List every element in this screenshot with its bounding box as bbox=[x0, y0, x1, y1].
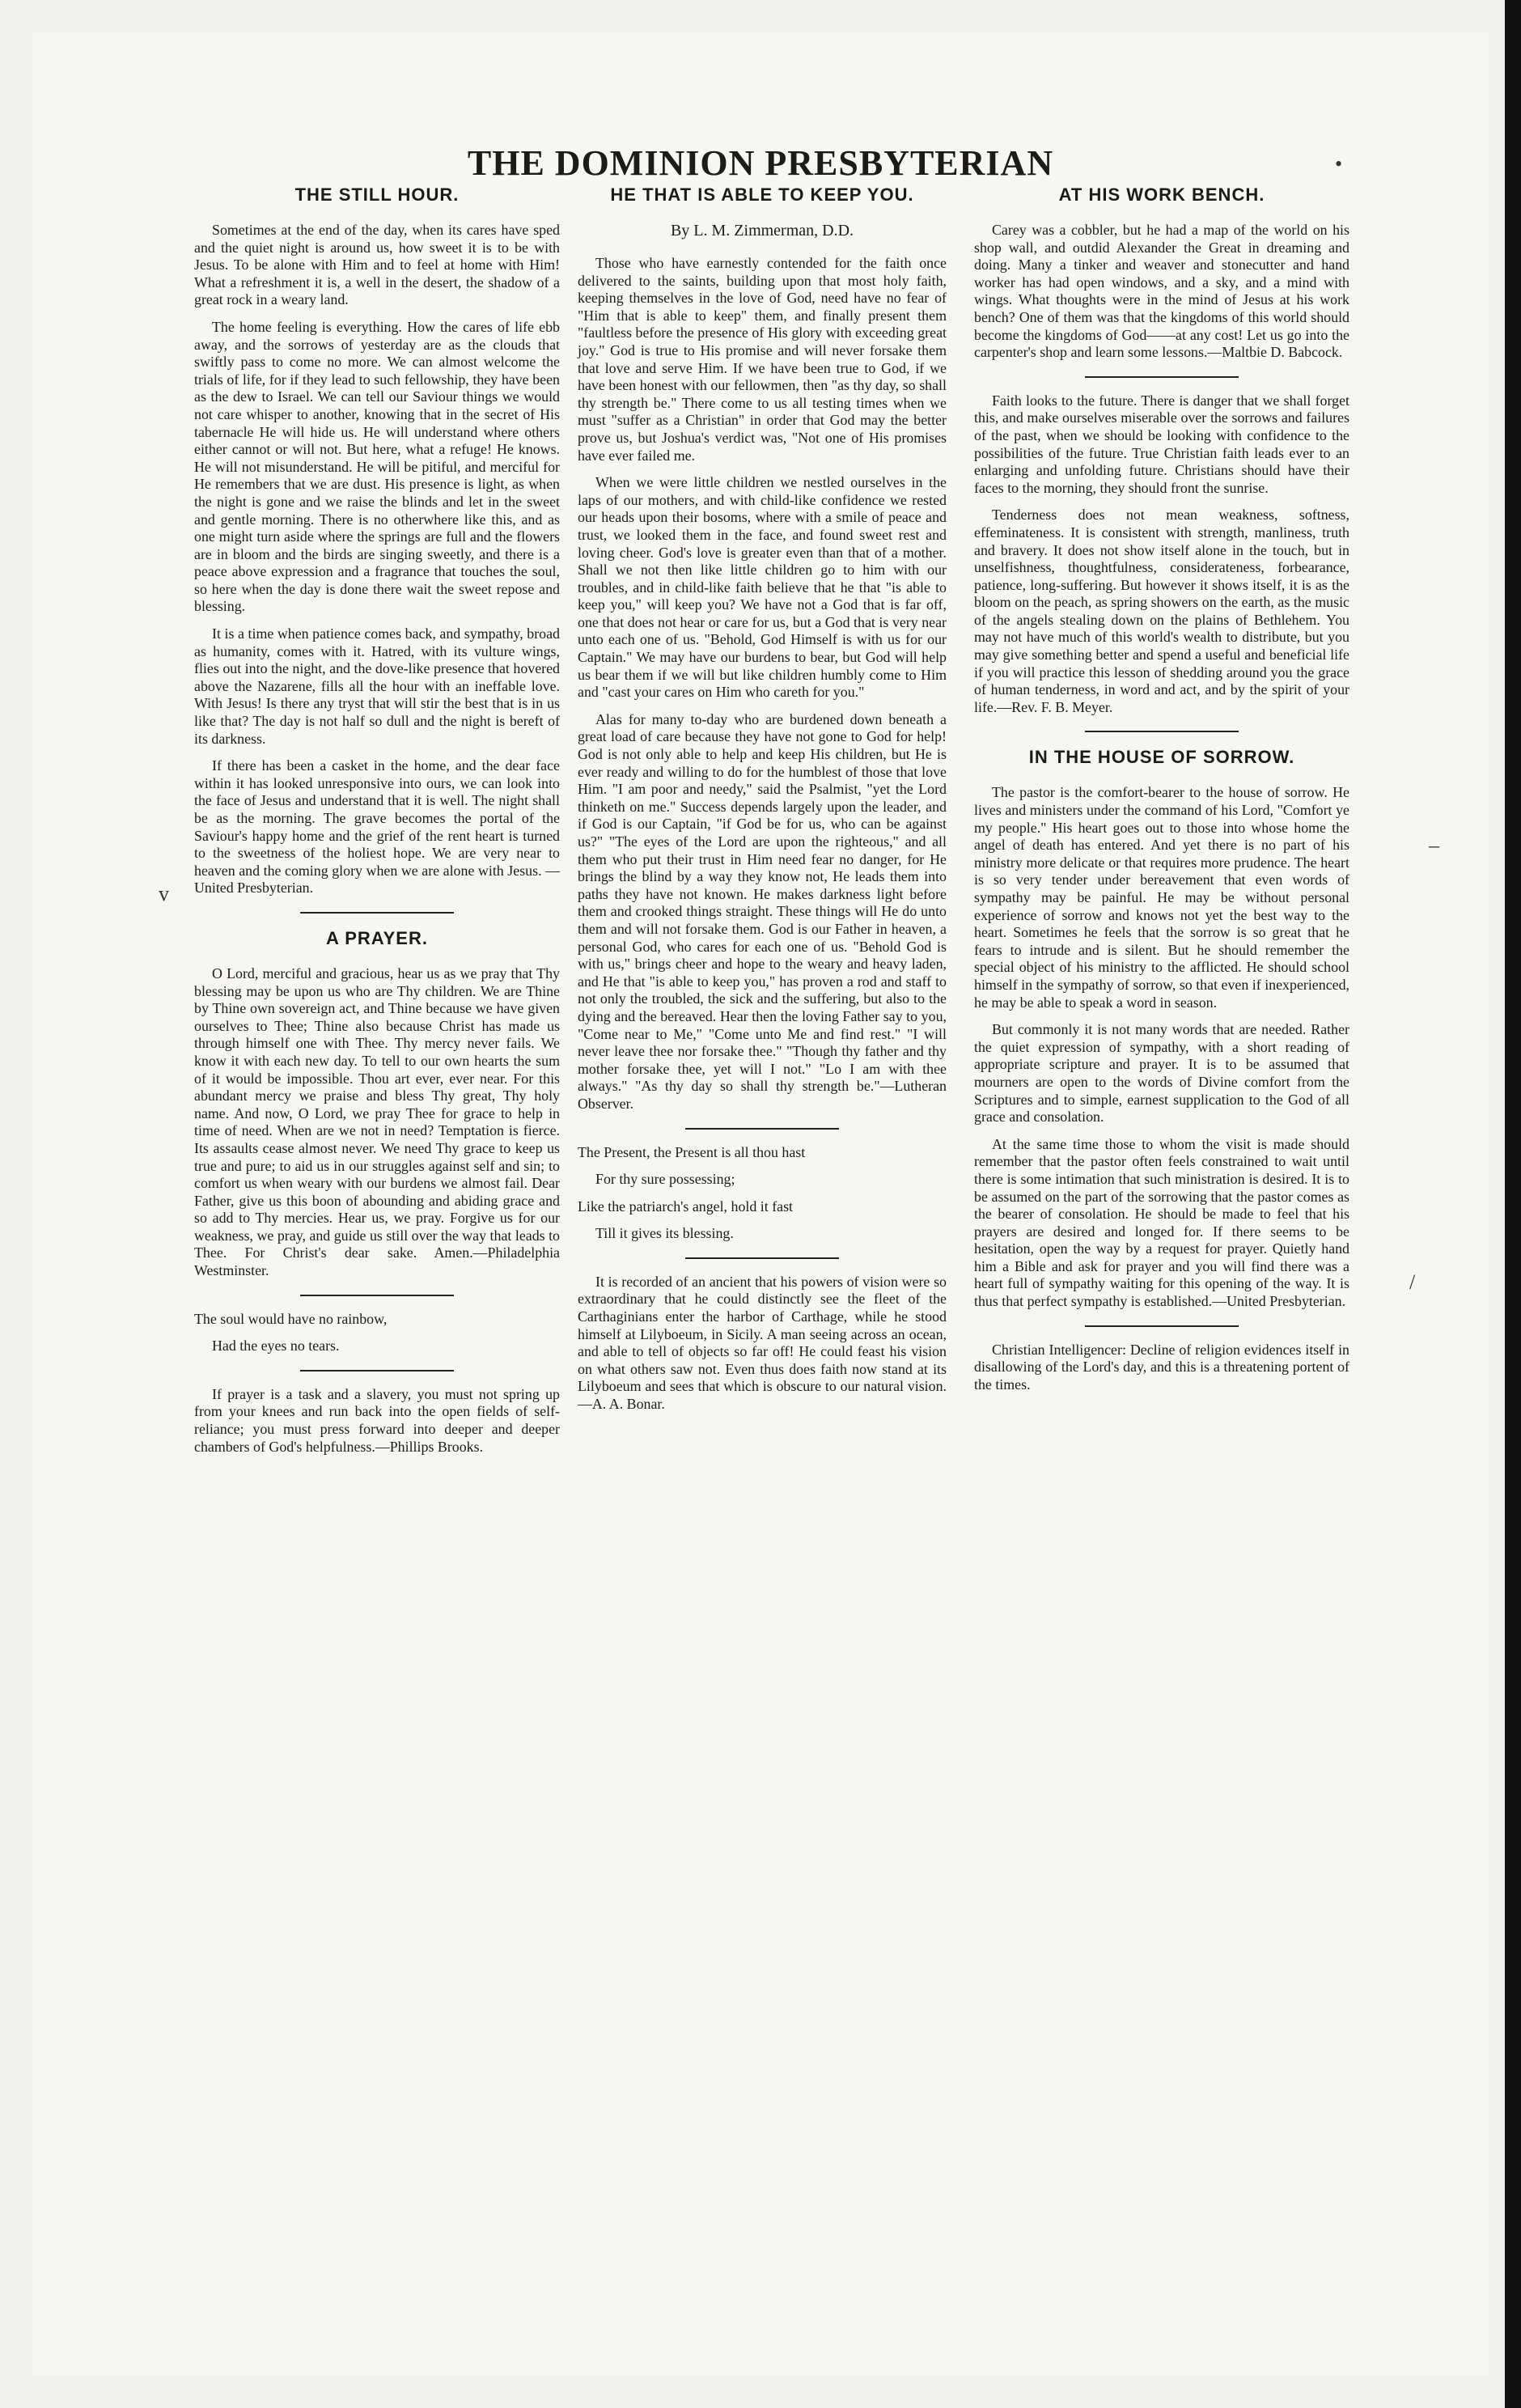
prayer-paragraph: O Lord, merciful and gracious, hear us as we pray that Thy blessing may be upon us who are Thy children. We are Thine by Thine own sovereign act, and Thine because we have given ourselves to Thee; Thine also because Christ has made us through himself one with Thee. Thy mercy never fails. We know it with each new day. To tell to our own hearts the sum of it would be impossible. Thou art ever, ever near. For this abundant mercy we praise and bless Thy great, Thy holy name. And now, O Lord, we pray Thee for grace to help in time of need. When are we not in need? Temptation is fierce. Its assaults cease almost never. We need Thy grace to keep us true and pure; to aid us in our struggles against self and sin; to comfort us when weary with our burdens we almost fail. Dear Father, give us this boon of abounding and abiding grace and so add to Thy mercies. Hear us, we pray. Forgive us for our weakness, we pray, and guide us still over the way that leads to Thee. For Christ's dear sake. Amen.—Philadelphia Westminster. bbox=[194, 964, 560, 1279]
still-hour-title: THE STILL HOUR. bbox=[294, 184, 460, 205]
brooks-quote: If prayer is a task and a slavery, you must not spring up from your knees and run back into the open fields of self-reliance; you must press forward into deeper and deeper chambers of God's helpfulness.—Phillips Brooks. bbox=[194, 1385, 560, 1455]
still-hour-paragraph: The home feeling is everything. How the cares of life ebb away, and the sorrows of yesterday are as the clouds that swiftly pass to come no more. We can almost welcome the trials of life, for if they lead to such fellowship, they have been as the dew to Israel. We can tell our Saviour things we would not care whisper to another, knowing that in the secret of His tabernacle He will hide us. He will understand where others either cannot or will not. But here, what a refuge! He knows. He will not misunderstand. He will be pitiful, and merciful for He remembers that we are dust. His presence is light, as when the night is gone and we raise the blinds and let in the sweet and gentle morning. There is no otherwhere like this, and as one might turn aside where the springs are full and the flowers are in bloom and the birds are singing sweetly, and there is a peace above expression and a fragrance that touches the soul, so here when the day is done there wait the sweet repose and blessing. bbox=[194, 318, 560, 615]
able-title: HE THAT IS ABLE TO KEEP YOU. bbox=[610, 184, 914, 205]
scan-speck: • bbox=[1335, 152, 1343, 176]
column-right bbox=[974, 184, 1349, 1403]
scan-speck: – bbox=[1429, 833, 1439, 857]
verse-line: Like the patriarch's angel, hold it fast bbox=[578, 1198, 794, 1215]
faith-paragraph: Faith looks to the future. There is danger that we shall forget this, and make ourselves miserable over the sorrows and failures of the past, when we should be looking with confidence to the possibilities of the future. True Christian faith leads ever to an enlarging and unfolding future. Christians should have their faces to the morning, they should front the sunrise. bbox=[974, 392, 1349, 496]
scan-edge bbox=[1505, 0, 1521, 2408]
divider bbox=[1085, 731, 1239, 732]
divider bbox=[300, 1370, 454, 1371]
able-paragraph: Alas for many to-day who are burdened down beneath a great load of care because they have not gone to God for help! God is not only able to help and keep His children, but He is ever ready and willing to do for the humblest of those that love Him. "I am poor and needy," said the Psalmist, "yet the Lord thinketh on me." Success depends largely upon the leader, and if God is our Captain, "if God be for us, who can be against us?" "The eyes of the Lord are upon the righteous," and all them who put their trust in Him need fear no danger, for He brings the blind by a way they know not, He leads them into paths they have not known. He makes darkness light before them and crooked things straight. These things will He do unto them and will not forsake them. God is our Father in heaven, a personal God, who cares for each one of us. "Behold God is with us," brings cheer and hope to the weary and heavy laden, and He that "is able to keep you," has proven a rod and staff to not only the troubled, the sick and the suffering, but also to the dying and the bereaved. Hear then the loving Father say to you, "Come near to Me," "Come unto Me and find rest." "I will never leave thee nor forsake thee." "Though thy father and thy mother forsake thee, yet will I not." "Lo I am with thee always." "As thy day so shall thy strength be."—Lutheran Observer. bbox=[578, 710, 947, 1112]
scan-speck: / bbox=[1409, 1270, 1416, 1294]
column-left bbox=[194, 184, 560, 1465]
divider bbox=[1085, 1325, 1239, 1327]
sorrow-paragraph: But commonly it is not many words that are needed. Rather the quiet expression of sympathy, with a short reading of appropriate scripture and prayer. It is to be assumed that mourners are open to the words of Divine comfort from the Scriptures and to simple, earnest supplication to the God of all grace and consolation. bbox=[974, 1021, 1349, 1126]
divider bbox=[300, 1295, 454, 1296]
bench-title: AT HIS WORK BENCH. bbox=[1058, 184, 1265, 205]
still-hour-paragraph: If there has been a casket in the home, and the dear face within it has looked unresponsive into ours, we can look into the face of Jesus and understand that it is well. The night shall be as the morning. The grave becomes the portal of the Saviour's happy home and the grief of the rent heart is turned to the sweetness of the holiest hope. We are very near to heaven and the coming glory when we are alone with Jesus. —United Presbyterian. bbox=[194, 757, 560, 897]
verse-line: For thy sure possessing; bbox=[595, 1171, 735, 1188]
divider bbox=[1085, 376, 1239, 378]
able-byline: By L. M. Zimmerman, D.D. bbox=[670, 222, 854, 240]
prayer-title: A PRAYER. bbox=[326, 927, 428, 948]
divider bbox=[685, 1257, 839, 1259]
rainbow-verse bbox=[194, 1311, 560, 1355]
still-hour-paragraph: It is a time when patience comes back, and sympathy, broad as humanity, comes with it. Hatred, with its vulture wings, flies out into the night, and the dove-like presence that hovered above the Nazarene, fills all the hour with an ineffable love. With Jesus! Is there any tryst that will stir the best that is in us like that? The day is not half so dull and the night is bereft of its darkness. bbox=[194, 625, 560, 747]
scan-speck: v bbox=[159, 882, 169, 905]
still-hour-paragraph: Sometimes at the end of the day, when its cares have sped and the quiet night is around us, how sweet it is to be with Jesus. To be alone with Him and to feel at home with Him! What a refreshment it is, a well in the desert, the shadow of a great rock in a weary land. bbox=[194, 222, 560, 308]
column-middle bbox=[578, 184, 947, 1423]
sorrow-paragraph: The pastor is the comfort-bearer to the house of sorrow. He lives and ministers under the command of his Lord, "Comfort ye my people." His heart goes out to those into whose home the angel of death has entered. And yet there is no part of his ministry more delicate or that requires more prudence. The heart is so very tender under bereavement that even words of sympathy may be painful. He may be without personal experience of sorrow and knows not yet the best way to the heart. Sometimes he feels that the sorrow is so great that he fears to intrude and is silent. But he should remember the special object of his ministry to the afflicted. He should school himself in the sympathy of sorrow, so that even if inexperienced, he may be able to speak a word in season. bbox=[974, 784, 1349, 1011]
faith-paragraph: Tenderness does not mean weakness, softness, effeminateness. It is consistent with strength, manliness, truth and bravery. It does not show itself alone in the touch, but in unselfishness, thoughtfulness, considerateness, forbearance, patience, long-suffering. But however it shows itself, it is as the bloom on the peach, as spring showers on the earth, as the music of the angels stealing down on the plains of Bethlehem. You may not have much of this world's wealth to distribute, but you may give something better and spend a useful and beneficial life if you will practice this lesson of shedding around you the grace of human tenderness, in word and act, and by the spirit of your life.—Rev. F. B. Meyer. bbox=[974, 507, 1349, 715]
divider bbox=[685, 1128, 839, 1130]
sorrow-paragraph: At the same time those to whom the visit is made should remember that the pastor often feels constrained to wait until there is some intimation that such ministration is desired. It is to be assumed on the part of the sorrowing that the pastor comes as the bearer of consolation. He should be made to feel that his prayers are desired and longed for. If there seems to be hesitation, open the way by a request for prayer. Quietly hand him a Bible and ask for prayer and you will find there was a heart full of sympathy waiting for this opening of the way. It is thus that perfect sympathy is established.—United Presbyterian. bbox=[974, 1135, 1349, 1310]
masthead: THE DOMINION PRESBYTERIAN bbox=[467, 143, 1054, 183]
sorrow-title: IN THE HOUSE OF SORROW. bbox=[1028, 747, 1295, 768]
intelligencer-quote: Christian Intelligencer: Decline of religion evidences itself in disallowing of the Lord's day, and this is a threatening portent of the times. bbox=[974, 1341, 1349, 1393]
verse-line: The soul would have no rainbow, bbox=[194, 1310, 388, 1327]
bench-paragraph: Carey was a cobbler, but he had a map of the world on his shop wall, and outdid Alexander the Great in dreaming and doing. Many a tinker and weaver and stonecutter and hand worker has had open windows, and a sky, and a mind with wings. What thoughts were in the mind of Jesus at his work bench? One of them was that the kingdoms of this world should become the kingdoms of God——at any cost! Let us go into the carpenter's shop and learn some lessons.—Maltbie D. Babcock. bbox=[974, 222, 1349, 361]
present-verse bbox=[578, 1144, 947, 1243]
verse-line: The Present, the Present is all thou hast bbox=[578, 1143, 806, 1160]
able-paragraph: When we were little children we nestled ourselves in the laps of our mothers, and with child-like confidence we rested our heads upon their bosoms, where with a smile of peace and trust, we looked them in the face, and found sweet rest and loving cheer. God's love is greater even than that of a mother. Shall we not then like little children go to him with our troubles, and in child-like faith believe that he that "is able to keep you," will keep you? We have not a God that is far off, one that does not hear or care for us, but a God that is very near unto each one of us. "Behold, God Himself is with us for our Captain." We may have our burdens to bear, but God will help us bear them if we will but like children humbly come to Him and "cast your cares on Him who careth for you." bbox=[578, 474, 947, 701]
bonar-quote: It is recorded of an ancient that his powers of vision were so extraordinary that he could distinctly see the fleet of the Carthaginians enter the harbor of Carthage, while he stood himself at Lilyboeum, in Sicily. A man seeing across an ocean, and able to tell of objects so far off! He could feast his vision on what others saw not. Even thus does faith now stand at its Lilyboeum and sees that which is obscure to our natural vision.—A. A. Bonar. bbox=[578, 1273, 947, 1413]
able-paragraph: Those who have earnestly contended for the faith once delivered to the saints, building upon that most holy faith, keeping themselves in the love of God, need have no fear of "Him that is able to keep" them, and finally present them "faultless before the presence of His glory with exceeding great joy." God is true to His promise and will never forsake them that love and serve Him. If we have been true to God, if we have been honest with our fellowmen, then "as thy day, so shall thy strength be." There come to us all testing times when we must "suffer as a Christian" in order that God may the better prove us, but Joshua's verdict was, "Not one of His promises have ever failed me. bbox=[578, 255, 947, 464]
verse-line: Had the eyes no tears. bbox=[212, 1338, 340, 1354]
divider bbox=[300, 912, 454, 914]
verse-line: Till it gives its blessing. bbox=[595, 1225, 734, 1242]
